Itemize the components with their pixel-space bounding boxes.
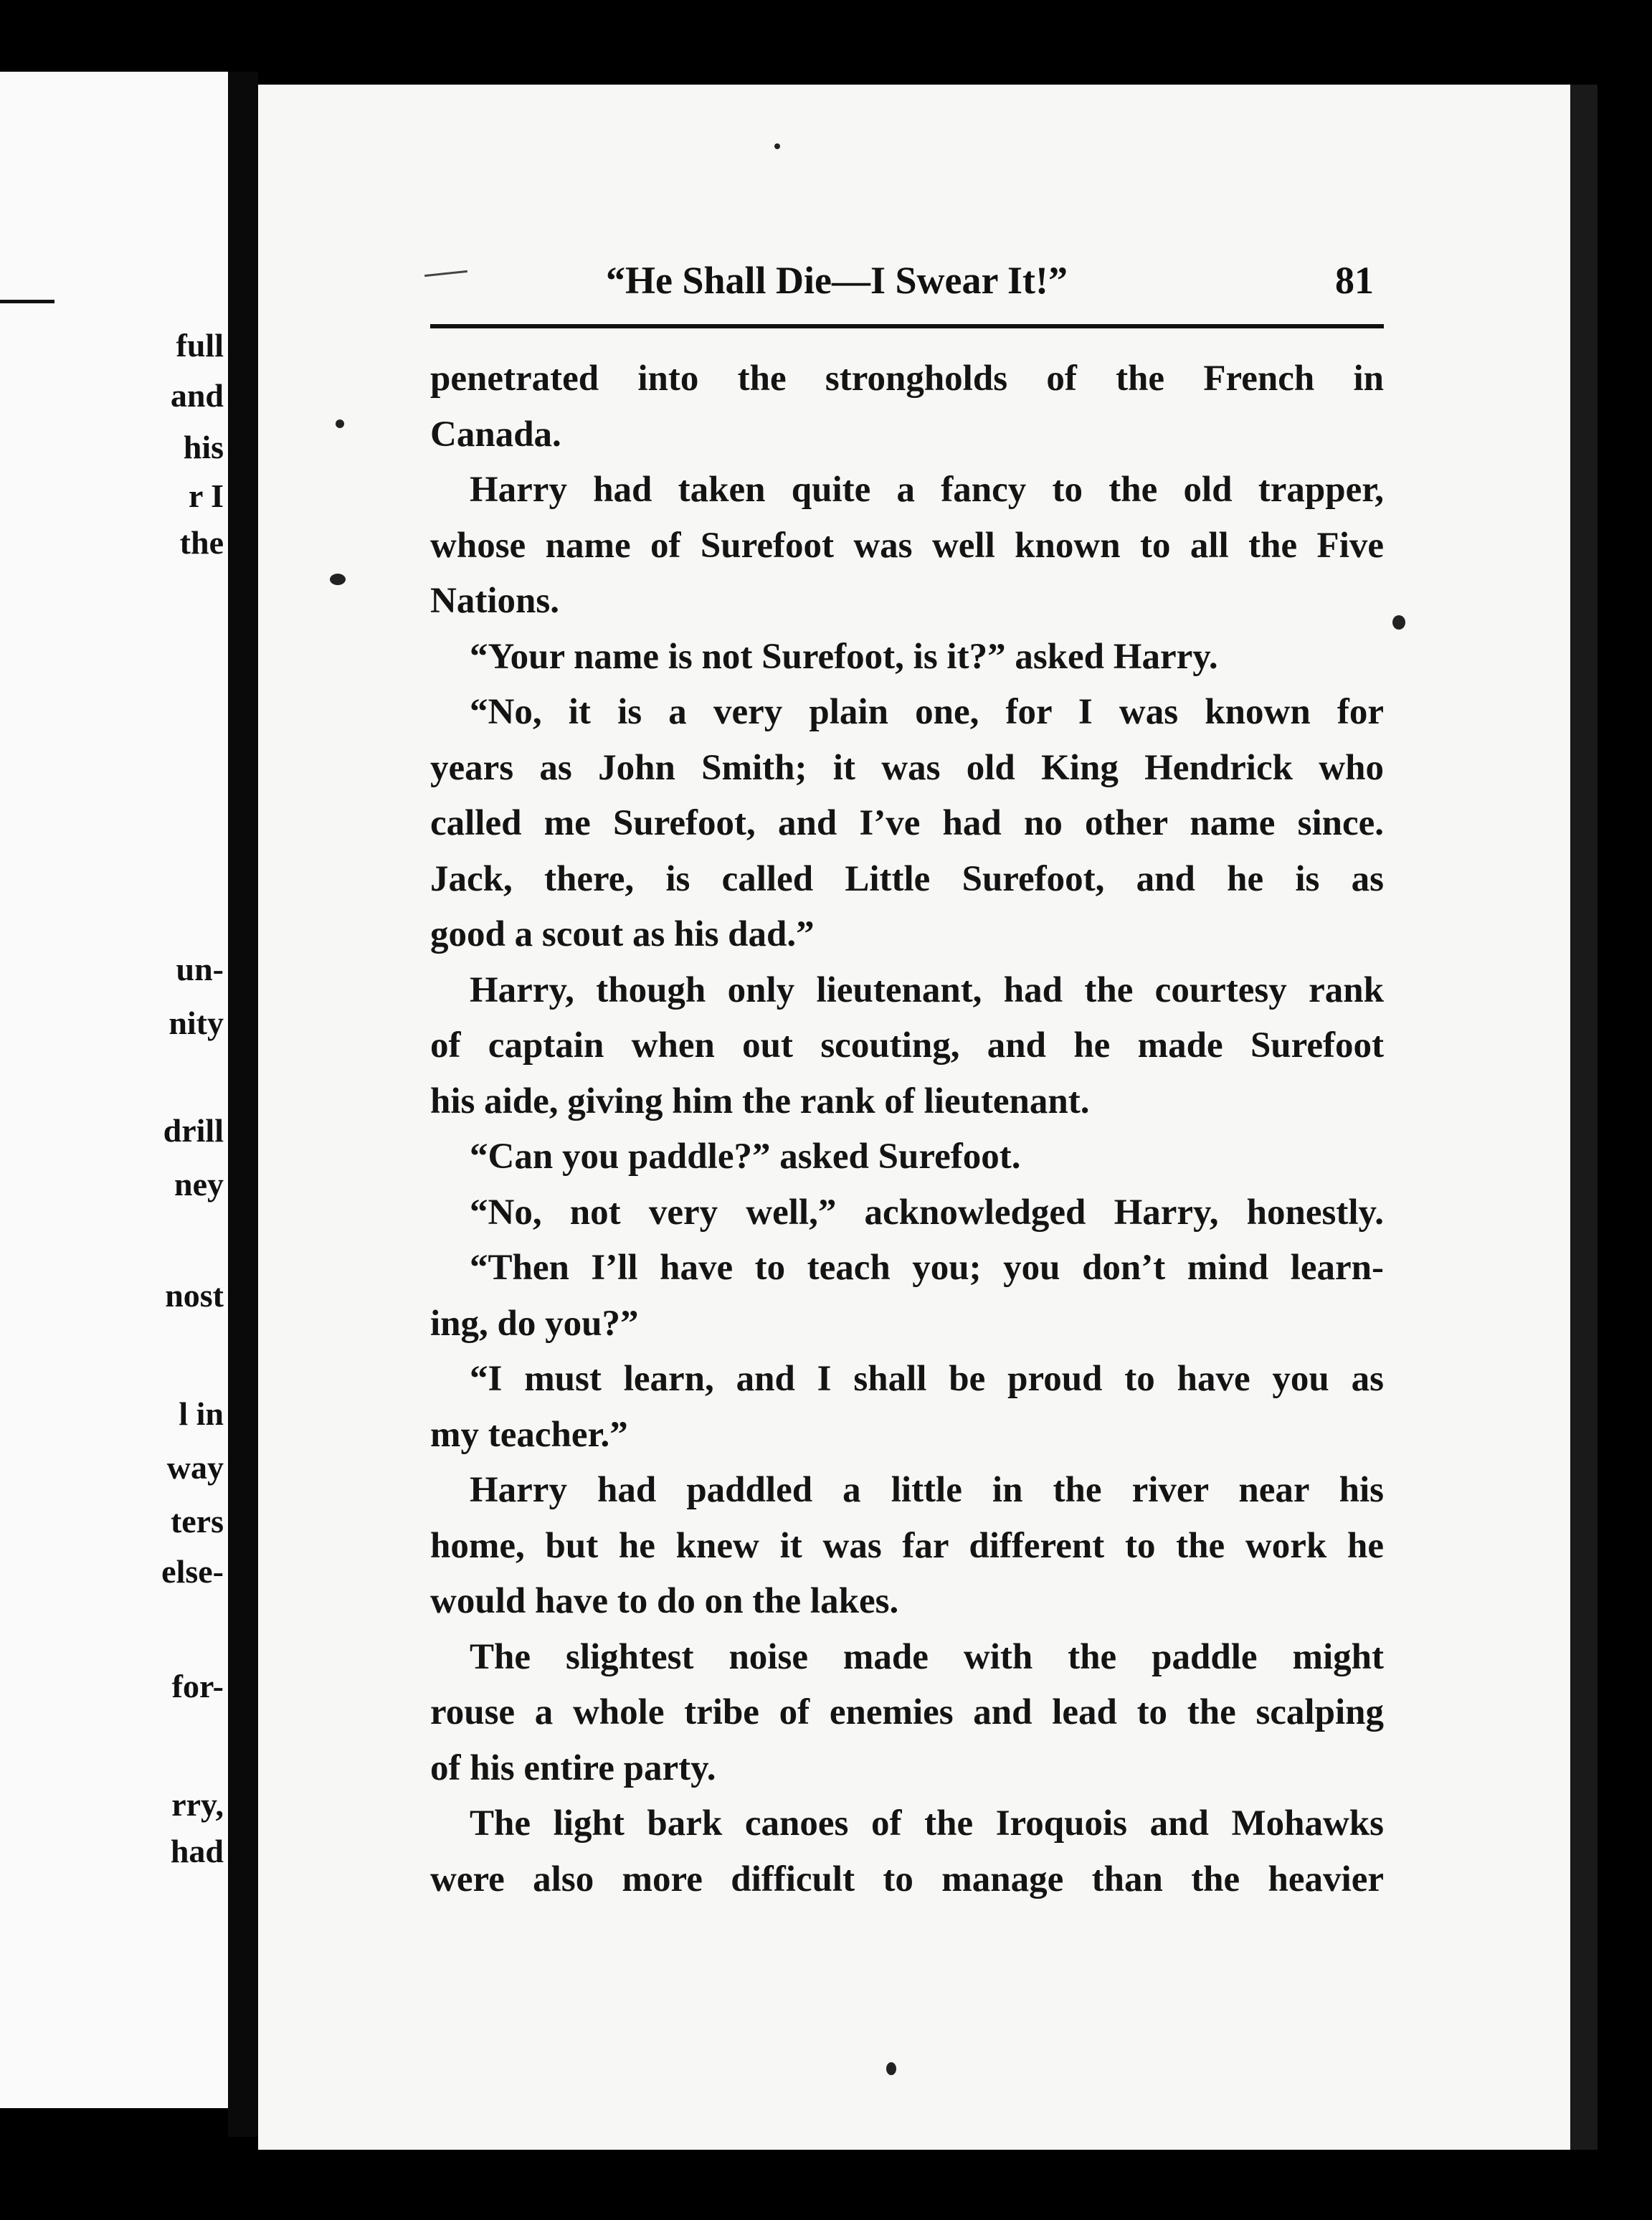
header-rule [430, 324, 1384, 328]
scan-speck [330, 574, 346, 585]
text-line: of captain when out scouting, and he made Surefoot [430, 1025, 1384, 1066]
scan-speck [1392, 615, 1405, 630]
page-number: 81 [1335, 259, 1374, 302]
left-page-fragment: r I [189, 478, 224, 514]
text-line: Jack, there, is called Little Surefoot, and he is as [430, 858, 1384, 899]
book-gutter [228, 72, 258, 2137]
text-line: The slightest noise made with the paddle might [470, 1636, 1384, 1677]
left-page-fragment: for- [171, 1668, 224, 1704]
text-line: called me Surefoot, and I’ve had no other name since. [430, 803, 1384, 843]
scan-speck [336, 419, 344, 428]
scan-speck [774, 143, 780, 149]
text-line: penetrated into the strongholds of the French in [430, 359, 1384, 399]
text-line: rouse a whole tribe of enemies and lead to the scalping [430, 1692, 1384, 1732]
left-page-fragment: the [179, 524, 224, 561]
text-line: ing, do you?” [430, 1303, 639, 1344]
left-page-fragment: way [166, 1449, 224, 1486]
text-line: The light bark canoes of the Iroquois and Mohawks [470, 1803, 1384, 1844]
text-line: his aide, giving him the rank of lieutenant. [430, 1081, 1090, 1121]
left-page-fragment: else- [161, 1553, 224, 1590]
text-line: Canada. [430, 414, 561, 455]
text-line: Harry had paddled a little in the river near his [470, 1470, 1384, 1510]
text-line: “Your name is not Surefoot, is it?” asked Harry. [470, 636, 1218, 677]
left-page-fragment: ters [170, 1503, 224, 1540]
left-page-edge [0, 72, 228, 2108]
text-line: “Then I’ll have to teach you; you don’t mind learn- [470, 1248, 1384, 1288]
left-page-fragment: ney [174, 1166, 224, 1202]
running-header-title: “He Shall Die—I Swear It!” [606, 259, 1068, 302]
text-line: “No, it is a very plain one, for I was known for [470, 692, 1384, 732]
text-line: would have to do on the lakes. [430, 1581, 899, 1621]
left-page-fragment: full [176, 327, 224, 364]
text-line: Harry, though only lieutenant, had the courtesy rank [470, 969, 1384, 1010]
left-page-fragment: l in [179, 1395, 224, 1432]
left-page-fragment: had [170, 1833, 224, 1869]
text-line: Nations. [430, 581, 559, 621]
scan-speck [886, 2062, 896, 2075]
text-line: were also more difficult to manage than the heavier [430, 1859, 1384, 1899]
text-line: whose name of Surefoot was well known to all the Five [430, 525, 1384, 566]
left-page-fragment: his [183, 429, 224, 465]
left-page-fragment: un- [176, 951, 224, 987]
text-line: good a scout as his dad.” [430, 914, 815, 954]
text-line: Harry had taken quite a fancy to the old trapper, [470, 470, 1384, 510]
left-page-rule [0, 300, 54, 303]
text-line: “I must learn, and I shall be proud to have you as [470, 1359, 1384, 1399]
left-page-fragment: rry, [171, 1786, 224, 1823]
left-page-fragment: nity [168, 1005, 224, 1041]
text-line: “Can you paddle?” asked Surefoot. [470, 1137, 1021, 1177]
left-page-fragment: drill [163, 1112, 224, 1149]
text-line: years as John Smith; it was old King Hendrick who [430, 747, 1384, 788]
text-line: my teacher.” [430, 1414, 628, 1455]
left-page-fragment: nost [165, 1277, 224, 1314]
text-line: “No, not very well,” acknowledged Harry, honestly. [470, 1192, 1384, 1233]
body-text [430, 351, 1384, 1907]
right-page-edge [1570, 85, 1598, 2150]
text-line: of his entire party. [430, 1747, 716, 1788]
text-line: home, but he knew it was far different to the work he [430, 1525, 1384, 1566]
left-page-fragment: and [170, 377, 224, 414]
